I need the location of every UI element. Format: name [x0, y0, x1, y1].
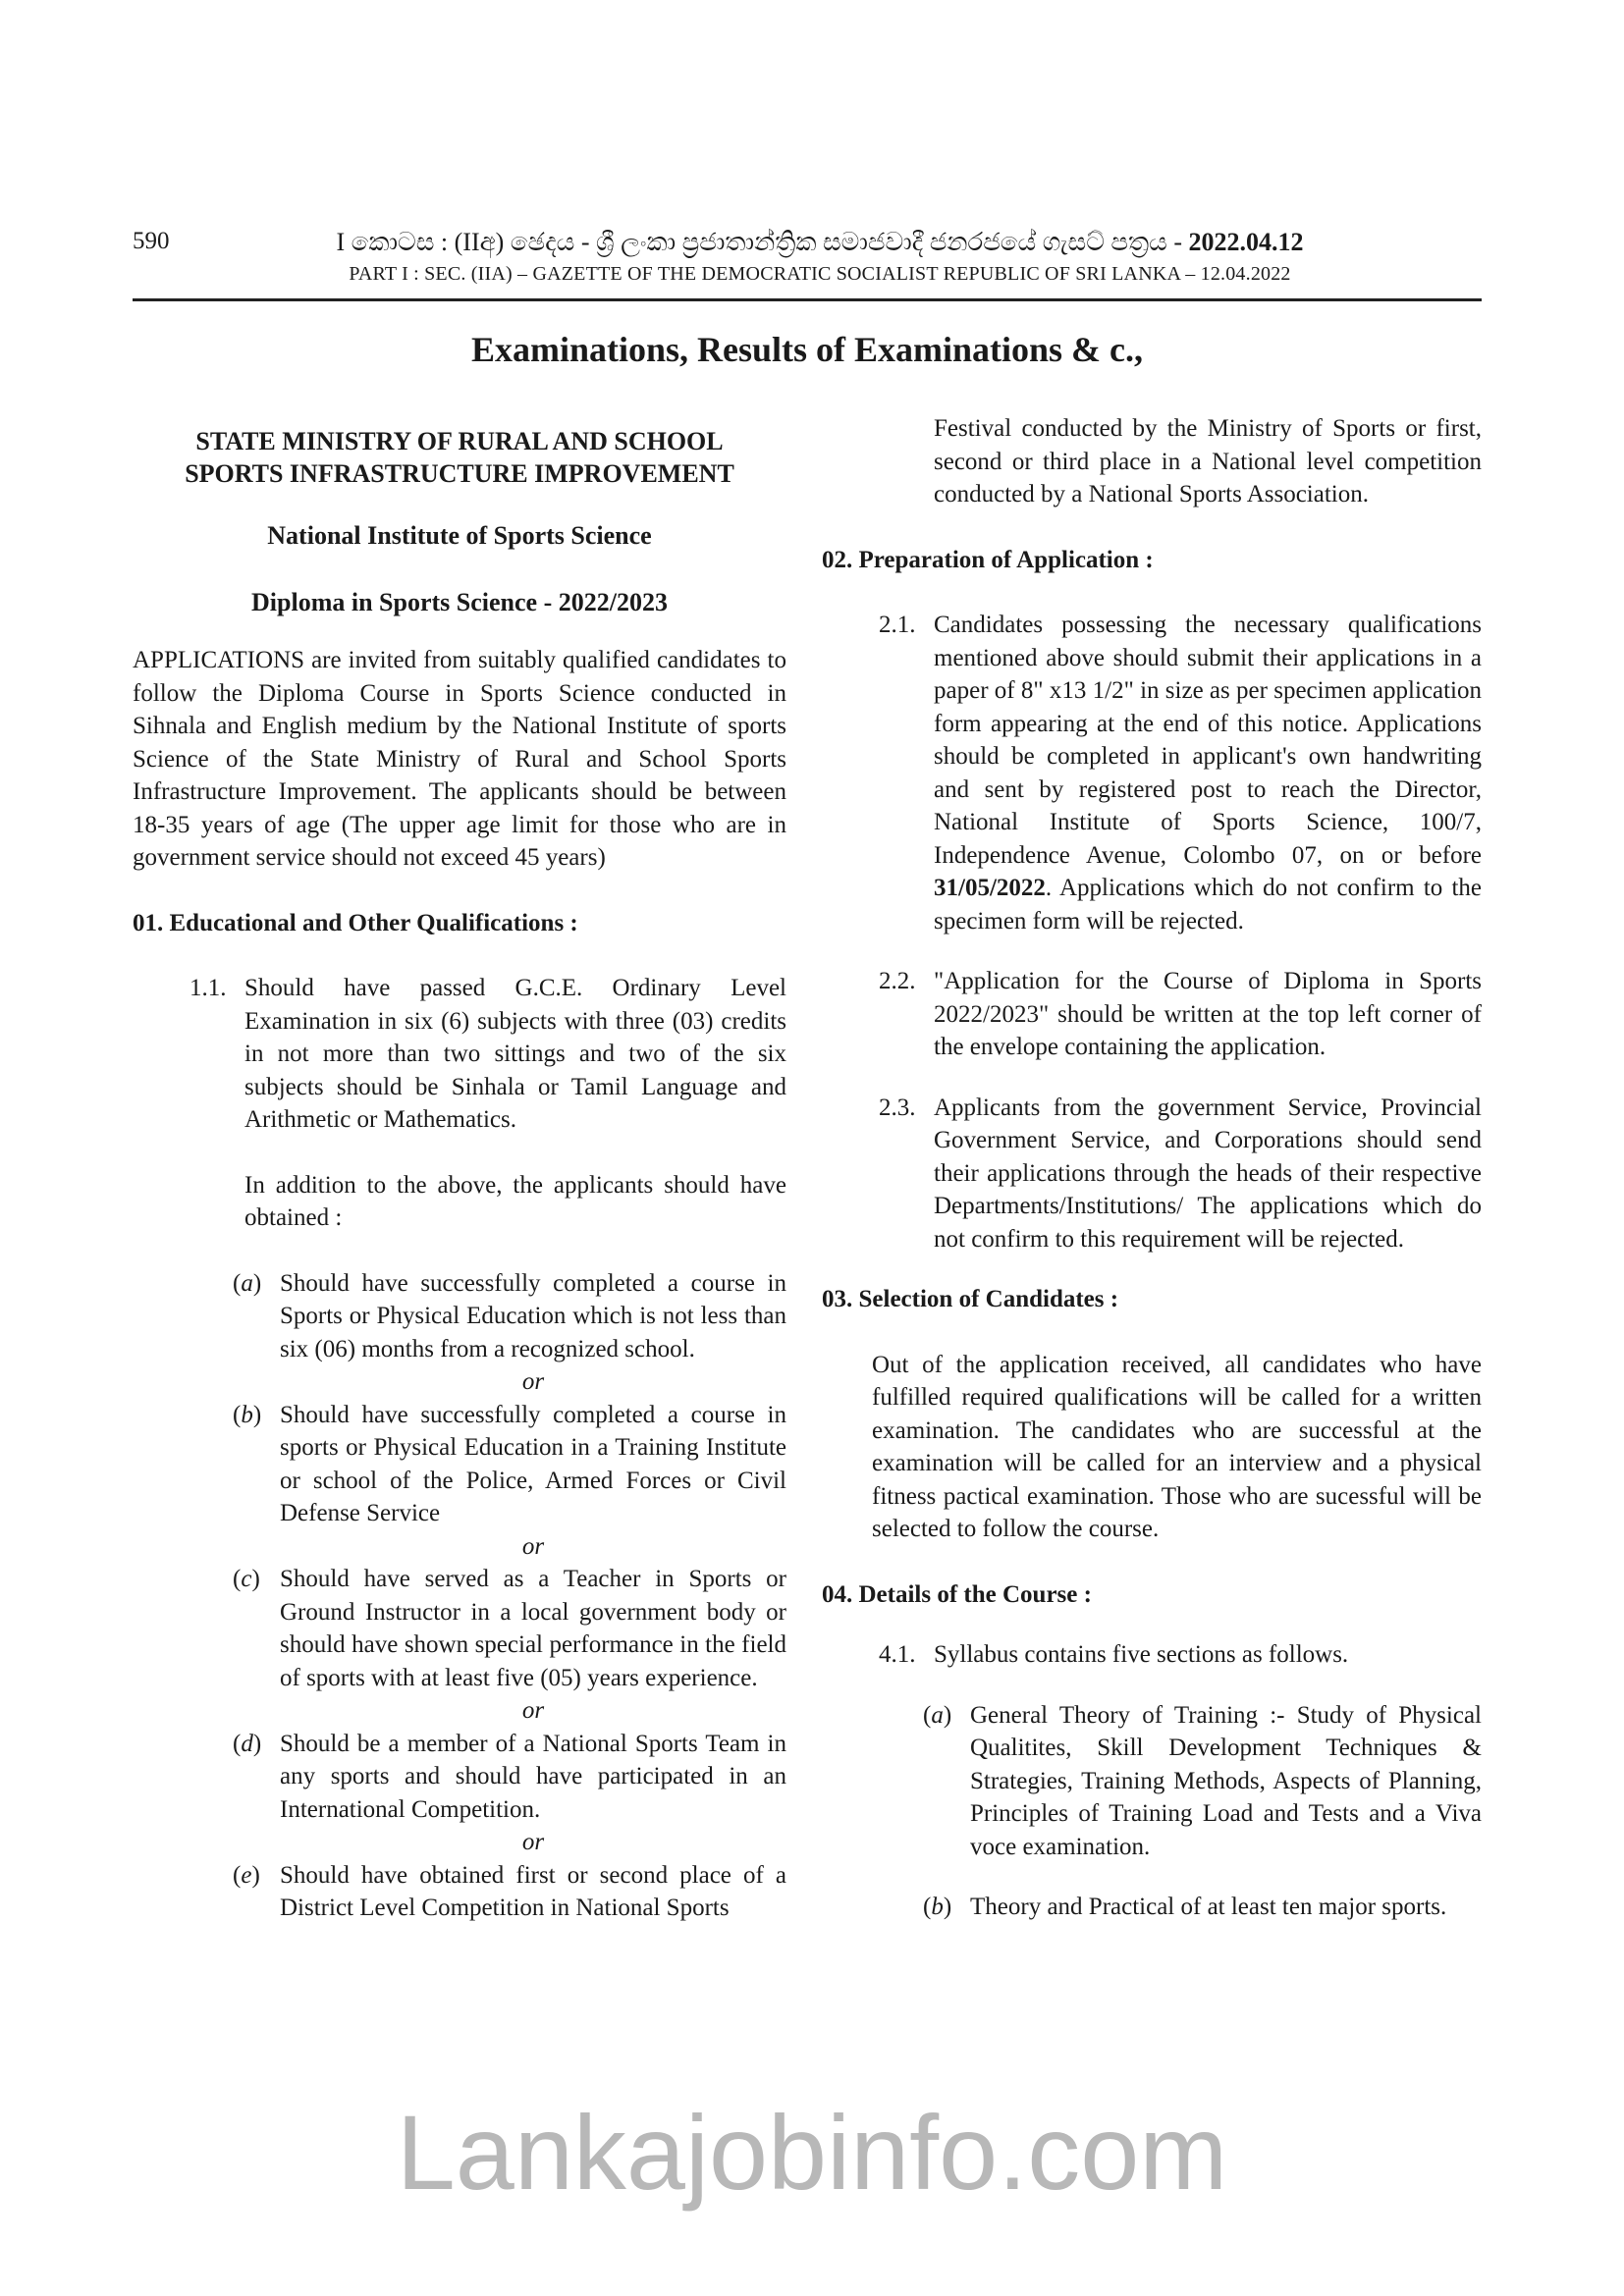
item-label: b [931, 1894, 944, 1920]
list-item-d: (d) Should be a member of a National Sports Team in any sports and should have participated in an International Competition. [133, 1728, 786, 1827]
item-text: General Theory of Training :- Study of Physical Qualitites, Skill Development Techniques & Strategies, Training Methods, Aspects of Planning, Principles of Training Load and Tests and a Viva voce examination. [970, 1701, 1482, 1860]
sinhala-header [275, 228, 1365, 258]
clause-2-3 [822, 1092, 1482, 1256]
left-column [133, 425, 786, 1925]
list-item-e: (e) Should have obtained first or second place of a District Level Competition in National Sports [133, 1859, 786, 1925]
section-02-heading: 02. Preparation of Application : [822, 546, 1154, 573]
addition-paragraph: In addition to the above, the applicants should have obtained : [244, 1171, 786, 1231]
or-separator: or [521, 1697, 545, 1724]
item-text: Theory and Practical of at least ten major sports. [970, 1894, 1447, 1920]
or-separator: or [521, 1829, 545, 1855]
item-label: c [241, 1566, 252, 1592]
list-item-a: (a) Should have successfully completed a course in Sports or Physical Education which is not less than six (06) months from a recognized school. [133, 1267, 786, 1366]
clause-4-1 [822, 1638, 1482, 1672]
section-03-heading: 03. Selection of Candidates : [822, 1286, 1119, 1312]
or-separator: or [521, 1368, 545, 1395]
english-header: PART I : SEC. (IIA) – GAZETTE OF THE DEMOCRATIC SOCIALIST REPUBLIC OF SRI LANKA – 12.04.2022 [349, 263, 1291, 285]
item-text: Should have obtained first or second place of a District Level Competition in National Sports [280, 1861, 786, 1921]
or-separator: or [521, 1532, 545, 1560]
sinhala-header-text: I කොටස : (IIඅ) ඡෙදය - ශ්‍රී ලංකා ප්‍රජාතාන්ත්‍රික සමාජවාදී ජනරජයේ ගැසට් පත්‍රය - [336, 228, 1189, 256]
item-label: d [241, 1730, 253, 1757]
header-rule [133, 298, 1482, 301]
item-label: a [241, 1269, 253, 1297]
item-text: Should have successfully completed a course in sports or Physical Education in a Training Institute or school of the Police, Armed Forces or Civil Defense Service [280, 1401, 786, 1526]
clause-label: 2.3. [879, 1094, 916, 1121]
clause-text: Syllabus contains five sections as follows. [934, 1641, 1349, 1668]
right-column [822, 412, 1482, 1924]
course-item-b: (b) Theory and Practical of at least ten major sports. [822, 1891, 1482, 1924]
clause-text: Applicants from the government Service, Provincial Government Service, and Corporations should send their applications through the heads of their respective Departments/Institutions/ The applications which do not confirm to this requirement will be rejected. [934, 1094, 1482, 1253]
course-item-a: (a) General Theory of Training :- Study of Physical Qualitites, Skill Development Techniques & Strategies, Training Methods, Aspects of Planning, Principles of Training Load and Tests and a Viva voce examination. [822, 1699, 1482, 1864]
continuation-paragraph: Festival conducted by the Ministry of Sports or first, second or third place in a National level competition conducted by a National Sports Association. [934, 415, 1482, 507]
clause-1-1 [133, 972, 786, 1137]
ministry-heading: STATE MINISTRY OF RURAL AND SCHOOL SPORTS INFRASTRUCTURE IMPROVEMENT [185, 427, 734, 488]
deadline-date: 31/05/2022 [934, 875, 1046, 901]
clause-label: 2.1. [879, 612, 916, 638]
watermark: Lankajobinfo.com [396, 2093, 1228, 2212]
clause-label: 2.2. [879, 968, 916, 994]
section-04-heading: 04. Details of the Course : [822, 1580, 1092, 1608]
sinhala-header-date: 2022.04.12 [1188, 228, 1304, 256]
item-text: Should have served as a Teacher in Sports or Ground Instructor in a local government body or should have shown special performance in the field of sports with at least five (05) years experience. [280, 1566, 786, 1691]
item-text: Should be a member of a National Sports Team in any sports and should have participated in an International Competition. [280, 1730, 786, 1823]
list-item-c: (c) Should have served as a Teacher in Sports or Ground Instructor in a local government body or should have shown special performance in the field of sports with at least five (05) years experience. [133, 1563, 786, 1694]
clause-label: 1.1. [189, 975, 227, 1001]
clause-text: Candidates possessing the necessary qualifications mentioned above should submit their applications in a paper of 8" x13 1/2" in size as per specimen application form appearing at the end of this notice. Applications should be completed in applicant's own handwriting and sent by registered post to reach the Director, National Institute of Sports Science, 100/7, Independence Avenue, Colombo 07, on or before [934, 612, 1482, 869]
item-label: e [241, 1861, 252, 1889]
item-text: Should have successfully completed a course in Sports or Physical Education which is not less than six (06) months from a recognized school. [280, 1269, 786, 1362]
clause-text: "Application for the Course of Diploma in Sports 2022/2023" should be written at the top left corner of the envelope containing the application. [934, 968, 1482, 1060]
institute-heading: National Institute of Sports Science [267, 521, 652, 550]
intro-paragraph: APPLICATIONS are invited from suitably qualified candidates to follow the Diploma Course in Sports Science conducted in Sihnala and English medium by the National Institute of sports Science of the State Ministry of Rural and School Sports Infrastructure Improvement. The applicants should be between 18-35 years of age (The upper age limit for those who are in government service should not exceed 45 years) [133, 647, 786, 871]
clause-label: 4.1. [879, 1641, 916, 1668]
item-label: a [931, 1701, 944, 1729]
section-01-heading: 01. Educational and Other Qualifications : [133, 909, 578, 936]
page-number: 590 [133, 228, 170, 254]
clause-2-2 [822, 965, 1482, 1064]
diploma-heading: Diploma in Sports Science - 2022/2023 [251, 587, 668, 616]
clause-2-1 [822, 609, 1482, 937]
list-item-b: (b) Should have successfully completed a course in sports or Physical Education in a Training Institute or school of the Police, Armed Forces or Civil Defense Service [133, 1399, 786, 1530]
clause-text: . Applications which do not confirm to the specimen form will be rejected. [934, 875, 1482, 934]
section-title: Examinations, Results of Examinations & c., [470, 330, 1144, 369]
section-03-paragraph: Out of the application received, all candidates who have fulfilled required qualifications will be called for a written examination. The candidates who are successful at the examination will be called for an interview and a physical fitness pactical examination. Those who are sucessful will be selected to follow the course. [872, 1351, 1482, 1542]
clause-text: Should have passed G.C.E. Ordinary Level Examination in six (6) subjects with three (03) credits in not more than two sittings and two of the six subjects should be Sinhala or Tamil Language and Arithmetic or Mathematics. [244, 975, 786, 1133]
item-label: b [241, 1401, 253, 1428]
